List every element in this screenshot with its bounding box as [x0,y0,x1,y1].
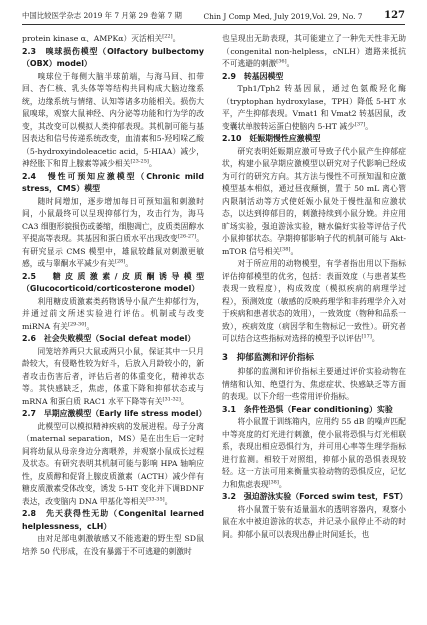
citation: [37] [354,120,366,127]
paragraph: Tph1/Tph2 转基因鼠，通过色氨酸羟化酶（tryptophan hydroxylase，TPH）降低 5-HT 水平，产生抑郁表现。Vmat1 和 Vmat2 转基因鼠，改变囊状单胺转运蛋白使脑内 5-HT 减少[37]。 [222,84,406,131]
citation: [38] [280,245,291,252]
section-heading-2-7: 2.7 早期应激模型（Early life stress model） [22,409,207,418]
right-column [222,33,406,541]
citation: [23-25] [130,158,149,165]
citation: [26-27] [177,233,197,240]
citation: [33-35] [146,495,165,502]
paragraph: 也呈现出无助表现，其可能建立了一种先天性非无助（congenital non-helpless，cNLH）遗路来抵抗不可逃避的刺激[36]。 [222,34,406,68]
journal-title-cn: 中国比较医学杂志 2019 年 7 月第 29 卷第 7 期 [22,11,182,20]
paragraph: 将小鼠置于装有适量温水的透明容器内，观察小鼠在水中被迫游泳的状态，并记录小鼠停止不动的时间。抑郁小鼠可以表现出静止时间延长，也 [222,504,406,539]
citation: [28] [115,258,126,265]
paragraph: 同笼培养两只大鼠或两只小鼠，保证其中一只月龄较大，有侵略性较为好斗，后放入月龄较小的，新者攻击伤害后者，评估后者的体重变化，精神状态等。其快感缺乏，焦虑，体重下降和抑郁状态或与 mRNA 和蛋白质 RAC1 水平下降等有关[31-32]。 [22,346,204,406]
section-heading-2-3: 2.3 嗅球损伤模型（Olfactory bulbectomy（OBX）model） [22,46,204,68]
citation: [36] [276,58,287,65]
running-header [22,9,405,25]
section-heading-2-10: 2.10 妊娠期慢性应激模型 [222,134,321,143]
section-heading-3: 3 抑郁监测和评价指标 [222,352,314,363]
paragraph: 抑郁的监测和评价指标主要通过评价实验动物在情绪和认知、绝望行为、焦虑症状、快感缺乏等方面的表现。以下介绍一些常用评价指标。 [222,367,406,401]
paragraph: 利用糖皮质激素类药物诱导小鼠产生抑郁行为，并通过前文所述实验进行评估。机制或与改变miRNA 有关[29-30]。 [22,296,204,331]
section-heading-2-9: 2.9 转基因模型 [222,71,284,81]
section-heading-2-6: 2.6 社会失败模型（Social defeat model） [22,334,196,343]
citation: [29-30] [68,320,87,327]
paragraph: 由对足部电刺激敏感又不能逃避的野生型 SD鼠培养 50 代形成，在没有暴露于不可逃避的刺激时 [22,534,204,556]
section-heading-3-1: 3.1 条件性恐惧（Fear conditioning）实验 [222,404,393,414]
section-heading-3-2: 3.2 强迫游泳实验（Forced swim test，FST） [222,492,408,501]
section-heading-2-4: 2.4 慢性可预知应激模型（Chronic mild stress，CMS）模型 [22,171,204,193]
paragraph: 此模型可以模拟精神疾病的发展进程。母子分离（maternal separation，MS）是在出生后一定时间将幼鼠从母亲身边分离喂养，并观察小鼠成长过程及状态。有研究表明其机制可能与影响 HPA 轴响应性，皮质醇和促肾上腺皮质激素（ACTH）减少伴有糖皮质激素受体改变，诱发 5-HT 变化并下调BDNF 表达，改变脑内 DNA 甲基化等相关[33-35]。 [22,421,204,506]
paragraph: 对于所应用的动物模型，有学者指出用以下指标评估抑郁模型的优劣，包括：表面效度（与患者某些表现一致程度），构成效度（模拟疾病的病理学过程），预测效度（敏感的反映药理学和非药理学介入对于疾病和患者状态的效用），一致效度（物种和品系一致），疾病效度（病因学和生物标记一致性）。研究者可以结合这些指标对选择的模型予以评估[17]。 [222,259,406,343]
section-heading-2-5: 2.5 糖皮质激素/皮质酮诱导模型（Glucocorticoid/corticosterone model） [22,271,204,293]
section-heading-2-8: 2.8 先天获得性无助（Congenital learned helplessness，cLH） [22,509,204,531]
citation: [31-32] [162,395,181,402]
paragraph: 将小鼠置于训练箱内，应用约 55 dB 的噪声匹配中等亮度的灯光进行刺激，使小鼠将恐惧与灯光相联系，表现出相应恐惧行为，并可用心率等生理学指标进行监测。相较于对照组，抑郁小鼠的恐惧表现较轻。这一方法可用来衡量实验动物的恐惧反应，记忆力和焦虑表现[38]。 [222,417,406,489]
page-number: 127 [384,10,405,21]
left-column [22,33,207,558]
citation: [22] [162,33,173,40]
paragraph: protein kinase α、AMPKα）灭活相关[22]。 [22,33,181,43]
paragraph: 嗅球位于每侧大脑半球前端，与海马回、扣带回、杏仁核、乳头体等等结构共同构成大脑边缘系统，边缘系统与情绪、认知等诸多功能相关。损伤大鼠嗅球，观察大鼠神经、内分泌等功能和行为学的改变，其改变可以模拟人类抑郁表现。其机制可能与基因表达和信号传递系统改变，血清素和5-羟吲哚乙酸（5-hydroxyindoleacetic acid，5-HIAA）减少，神经胀下和胃上腺素等减少相关[23-25]。 [22,71,204,168]
journal-title-en: Chin J Comp Med, July 2019,Vol. 29, No. 7 [203,12,363,21]
paragraph: 随时间增加，逐步增加每日可预知温和刺激时间，小鼠最终可以呈现抑郁行为，攻击行为，海马CA3 细胞形貌损伤或萎缩，细胞凋亡，皮质类固醇水平提高等表现。其基因和蛋白质水平出现改变[26-27]。有研究显示 CMS 模型中，雄鼠较雌鼠对刺激更敏感，或与睾酮水平减少有关[28]。 [22,196,204,268]
paragraph: 研究表明妊娠期应激可导致子代小鼠产生抑郁症状，构建小鼠孕期应激模型以研究对子代影响已经成为可行的研究方向。其方法与慢性不可预知温和应激模型基本相似，通过昼夜颠倒，置于 50 mL 离心管内限制活动等方式使妊娠小鼠处于慢性温和应激状态，以达到抑郁目的，刺激持续到小鼠分娩。并应用旷场实验，强迫游泳实验，糖水偏好实验等评估子代小鼠抑郁状态。孕期抑郁影响子代的机制可能与 Akt-mTOR 信号相关[38]。 [222,146,406,256]
citation: [38] [268,478,279,485]
citation: [17] [361,333,372,340]
